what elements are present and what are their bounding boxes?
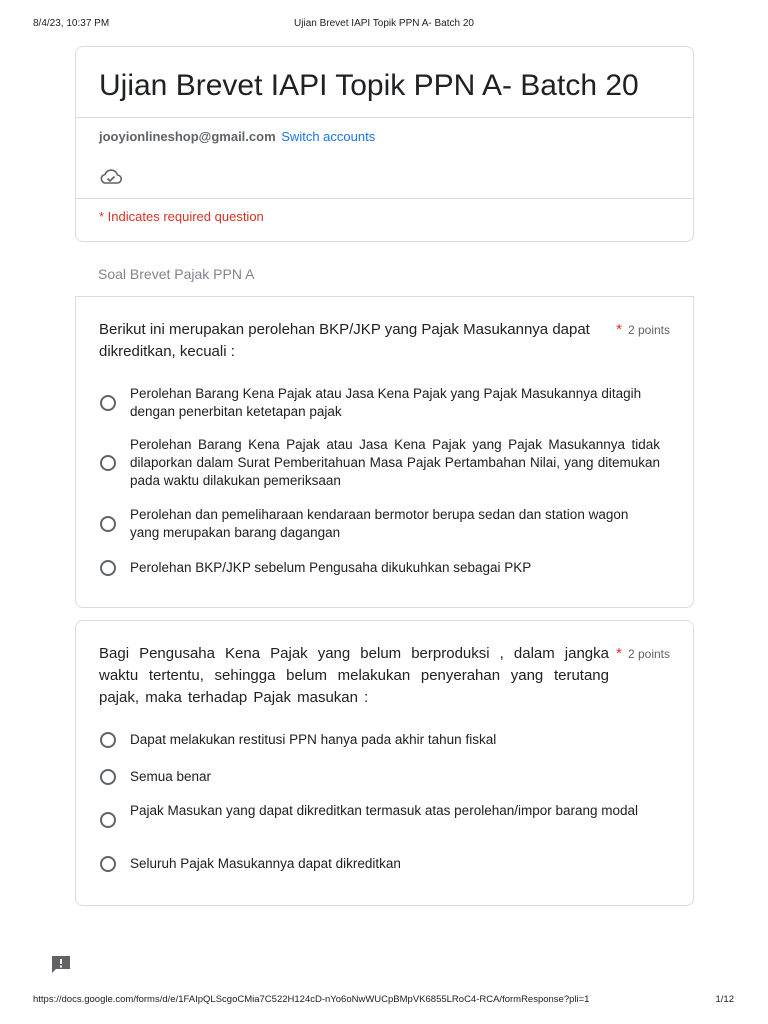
option-label: Semua benar: [130, 769, 212, 784]
radio-button[interactable]: [100, 856, 116, 872]
print-doc-title: Ujian Brevet IAPI Topik PPN A- Batch 20: [294, 18, 474, 29]
radio-button[interactable]: [100, 732, 116, 748]
radio-button[interactable]: [100, 812, 116, 828]
header-divider: [76, 117, 693, 118]
points-label: 2 points: [627, 323, 670, 337]
question-text: Berikut ini merupakan perolehan BKP/JKP yang Pajak Masukannya dapat dikreditkan, kecuali :: [99, 321, 590, 360]
option-label: Perolehan Barang Kena Pajak atau Jasa Kena Pajak yang Pajak Masukannya tidak dilaporkan dalam Surat Pemberitahuan Masa Pajak Pertambahan Nilai, yang ditemukan pada waktu dilakukan pemeriksaan: [130, 437, 660, 488]
option-label: Perolehan BKP/JKP sebelum Pengusaha dikukuhkan sebagai PKP: [130, 560, 532, 575]
answer-option[interactable]: [99, 802, 669, 842]
points-label: 2 points: [627, 647, 670, 661]
radio-button[interactable]: [100, 395, 116, 411]
footer-url: https://docs.google.com/forms/d/e/1FAIpQLScgoCMia7C522H124cD-nYo6oNwWUCpBMpVK6855LRoC4-RCA/formResponse?pli=1: [33, 994, 590, 1005]
account-divider: [76, 198, 693, 199]
section-title: Soal Brevet Pajak PPN A: [98, 266, 255, 282]
account-email: jooyionlineshop@gmail.com: [99, 129, 276, 144]
page-number: 1/12: [715, 994, 734, 1005]
radio-button[interactable]: [100, 455, 116, 471]
account-line: [99, 129, 375, 144]
cloud-saved-icon: [99, 167, 123, 187]
answer-option[interactable]: [99, 385, 669, 425]
required-asterisk: *: [616, 645, 622, 662]
answer-option[interactable]: [99, 731, 669, 751]
option-label: Seluruh Pajak Masukannya dapat dikreditkan: [130, 856, 401, 871]
question-points: [616, 645, 670, 662]
print-datetime: 8/4/23, 10:37 PM: [33, 18, 110, 29]
question-text: Bagi Pengusaha Kena Pajak yang belum berproduksi , dalam jangka waktu tertentu, sehingga belum melakukan penyerahan yang terutang pajak, maka terhadap Pajak masukan :: [99, 645, 609, 706]
question-card-2: [75, 620, 694, 906]
question-card-1: [75, 296, 694, 608]
radio-button[interactable]: [100, 769, 116, 785]
option-label: Dapat melakukan restitusi PPN hanya pada akhir tahun fiskal: [130, 732, 497, 747]
option-label: Perolehan Barang Kena Pajak atau Jasa Kena Pajak yang Pajak Masukannya ditagih dengan penerbitan ketetapan pajak: [130, 386, 642, 419]
answer-option[interactable]: [99, 506, 669, 546]
required-asterisk: *: [616, 321, 622, 338]
print-header: [0, 16, 768, 32]
question-points: [616, 321, 670, 338]
answer-option[interactable]: [99, 436, 669, 492]
required-note: * Indicates required question: [99, 209, 264, 224]
option-label: Pajak Masukan yang dapat dikreditkan termasuk atas perolehan/impor barang modal: [130, 803, 639, 818]
option-label: Perolehan dan pemeliharaan kendaraan bermotor berupa sedan dan station wagon yang merupakan barang dagangan: [130, 507, 629, 540]
form-title: Ujian Brevet IAPI Topik PPN A- Batch 20: [99, 69, 639, 102]
answer-option[interactable]: [99, 855, 669, 875]
feedback-icon[interactable]: [50, 954, 72, 974]
answer-option[interactable]: [99, 768, 669, 788]
radio-button[interactable]: [100, 516, 116, 532]
switch-accounts-link[interactable]: Switch accounts: [281, 129, 376, 144]
radio-button[interactable]: [100, 560, 116, 576]
answer-option[interactable]: [99, 559, 669, 579]
form-header-card: [75, 46, 694, 242]
